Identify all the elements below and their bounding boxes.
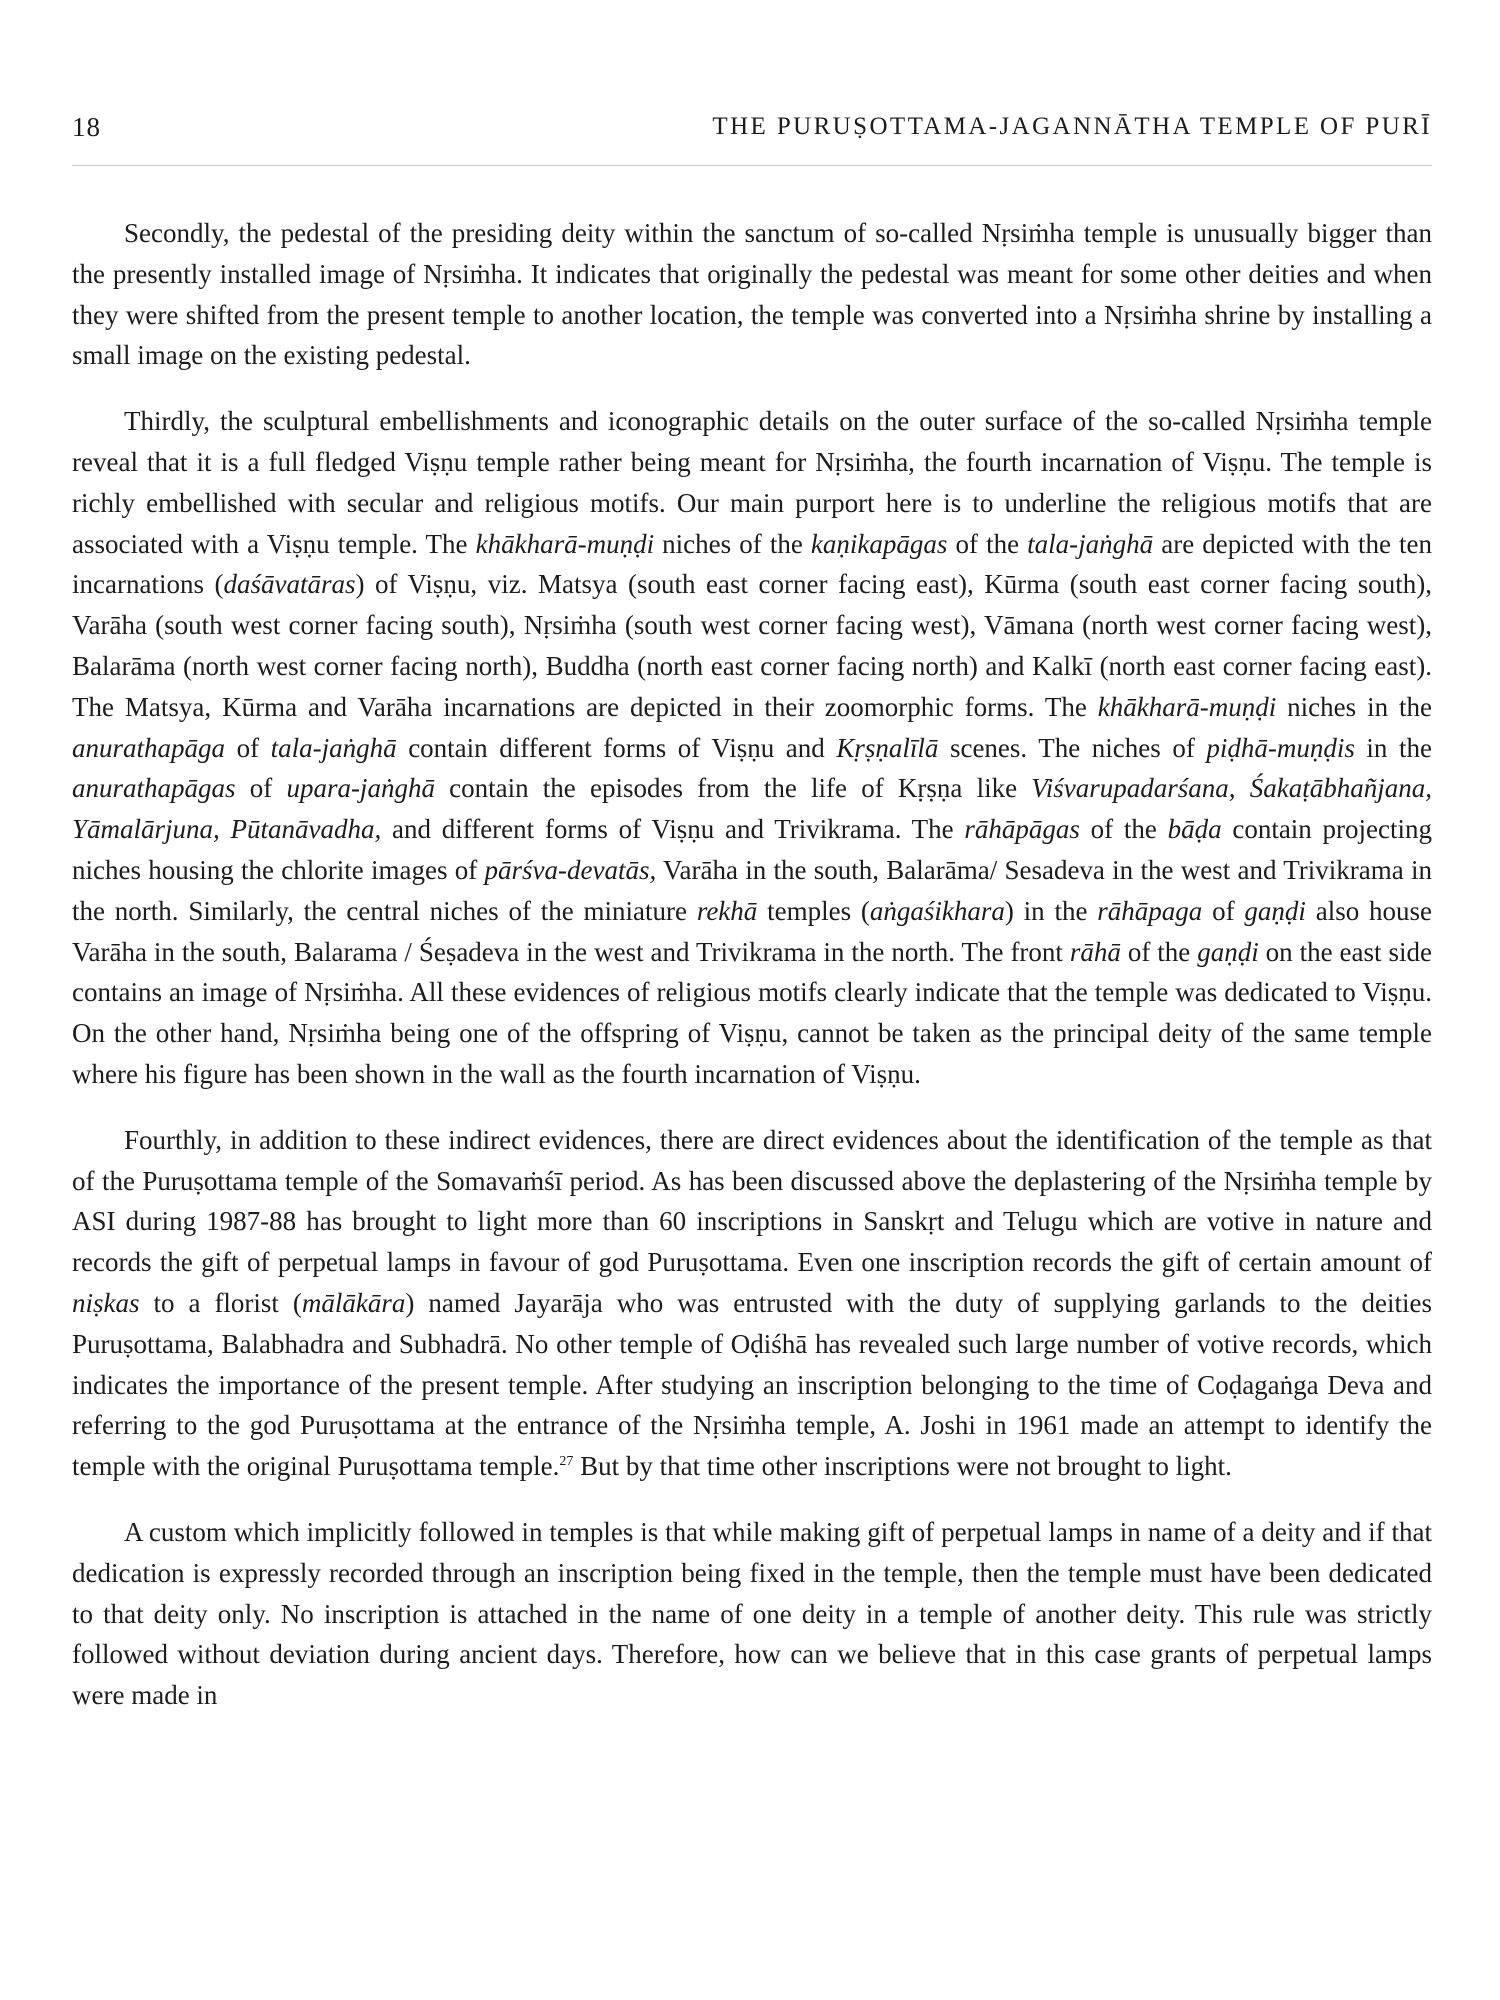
text-run: are depicted with the ten incarnations ( bbox=[72, 528, 1433, 600]
text-run: of bbox=[225, 732, 271, 763]
paragraph-secondly bbox=[72, 213, 1432, 376]
text-run: contain different forms of Viṣṇu and bbox=[396, 732, 837, 763]
text-run: niches in the bbox=[1276, 691, 1433, 722]
text-run: of the bbox=[1120, 936, 1198, 967]
text-run: contain the episodes from the life of Kṛṣṇa like bbox=[434, 773, 1032, 804]
italic-term: niṣkas bbox=[72, 1287, 140, 1318]
italic-term: daśāvatāras bbox=[223, 569, 356, 600]
text-run: A custom which implicitly followed in temples is that while making gift of perpetual lamps in name of a deity and if that dedication is expressly recorded through an inscription being fixed in the temple, then the temple must have been dedicated to that deity only. No inscription is attached in the name of one deity in a temple of another deity. This rule was strictly followed without deviation during ancient days. Therefore, how can we believe that in this case grants of perpetual lamps were made in bbox=[72, 1516, 1432, 1711]
text-run: Thirdly, the sculptural embellishments and iconographic details on the outer surface of the so-called Nṛsiṁha temple reveal that it is a full fledged Viṣṇu temple rather being meant for Nṛsiṁha, the fourth incarnation of Viṣṇu. The temple is richly embellished with secular and religious motifs. Our main purport here is to underline the religious motifs that are associated with a Viṣṇu temple. The bbox=[72, 406, 1432, 559]
text-run: Fourthly, in addition to these indirect evidences, there are direct evidences about the identification of the temple as that of the Puruṣottama temple of the Somavaṁśī period. As has been discussed above the deplastering of the Nṛsiṁha temple by ASI during 1987-88 has brought to light more than 60 inscriptions in Sanskṛt and Telugu which are votive in nature and records the gift of perpetual lamps in favour of god Puruṣottama. Even one inscription records the gift of certain amount of bbox=[72, 1124, 1432, 1278]
italic-term: anurathapāga bbox=[72, 732, 226, 763]
footnote-ref: 27 bbox=[559, 1454, 574, 1470]
italic-term: gaṇḍi bbox=[1197, 936, 1259, 967]
text-run: ) of Viṣṇu, viz. Matsya (south east corner facing east), Kūrma (south east corner facing south), Varāha (south west corner facing south), Nṛsiṁha (south west corner facing west), Vāmana (north west corner facing west), Balarāma (north west corner facing north), Buddha (north east corner facing north) and Kalkī (north east corner facing east). The Matsya, Kūrma and Varāha incarnations are depicted in their zoomorphic forms. The bbox=[72, 569, 1432, 722]
header-rule bbox=[72, 165, 1432, 166]
text-run: and different forms of Viṣṇu and Trivikrama. The bbox=[381, 814, 965, 845]
text-run: of bbox=[1202, 895, 1245, 926]
text-run: But by that time other inscriptions were not brought to light. bbox=[573, 1451, 1232, 1482]
text-run: of bbox=[235, 773, 287, 804]
text-run: scenes. The niches of bbox=[938, 732, 1207, 763]
body-text bbox=[72, 213, 1432, 1741]
text-run: ) named Jayarāja who was entrusted with the duty of supplying garlands to the deities Puruṣottama, Balabhadra and Subhadrā. No other temple of Oḍiśhā has revealed such large number of votive records, which indicates the importance of the present temple. After studying an inscription belonging to the time of Coḍagaṅga Deva and referring to the god Puruṣottama at the entrance of the Nṛsiṁha temple, A. Joshi in 1961 made an attempt to identify the temple with the original Puruṣottama temple. bbox=[72, 1287, 1432, 1482]
italic-term: mālākāra bbox=[301, 1287, 406, 1318]
paragraph-thirdly bbox=[72, 401, 1432, 1095]
italic-term: khākharā-muṇḍi bbox=[1097, 691, 1277, 722]
text-run: contain projecting niches housing the chlorite images of bbox=[72, 814, 1433, 885]
italic-term: khākharā-muṇḍi bbox=[475, 528, 655, 559]
italic-term: gaṇḍi bbox=[1244, 895, 1306, 926]
text-run: on the east side contains an image of Nṛsiṁha. All these evidences of religious motifs clearly indicate that the temple was dedicated to Viṣṇu. On the other hand, Nṛsiṁha being one of the offspring of Viṣṇu, cannot be taken as the principal deity of the same temple where his figure has been shown in the wall as the fourth incarnation of Viṣṇu. bbox=[72, 936, 1432, 1089]
italic-term: upara-jaṅghā bbox=[286, 773, 435, 804]
italic-term: bāḍa bbox=[1167, 814, 1222, 845]
italic-term: rāhāpāgas bbox=[964, 814, 1080, 845]
text-run: Secondly, the pedestal of the presiding deity within the sanctum of so-called Nṛsiṁha temple is unusually bigger than the presently installed image of Nṛsiṁha. It indicates that originally the pedestal was meant for some other deities and when they were shifted from the present temple to another location, the temple was converted into a Nṛsiṁha shrine by installing a small image on the existing pedestal. bbox=[72, 218, 1432, 371]
italic-term: Viśvarupadarśana, Śakaṭābhañjana, Yāmalārjuna, Pūtanāvadha, bbox=[72, 773, 1432, 845]
text-run: niches of the bbox=[654, 528, 811, 559]
text-run: in the bbox=[1354, 732, 1432, 763]
running-title: THE PURUṢOTTAMA-JAGANNĀTHA TEMPLE OF PURĪ bbox=[712, 113, 1432, 140]
paragraph-fourthly bbox=[72, 1120, 1432, 1487]
text-run: temples ( bbox=[757, 895, 870, 926]
text-run: also house Varāha in the south, Balarama / Śeṣadeva in the west and Trivikrama in the north. The front bbox=[72, 895, 1432, 967]
page-number: 18 bbox=[72, 112, 101, 142]
italic-term: rāhā bbox=[1069, 936, 1121, 967]
italic-term: anurathapāgas bbox=[72, 773, 236, 804]
italic-term: pārśva-devatās, bbox=[484, 854, 657, 885]
text-run: of the bbox=[1079, 814, 1168, 845]
italic-term: Kṛṣṇalīlā bbox=[836, 732, 939, 763]
text-run: to a florist ( bbox=[139, 1287, 302, 1318]
text-run: ) in the bbox=[1004, 895, 1098, 926]
italic-term: tala-jaṅghā bbox=[1027, 528, 1154, 559]
italic-term: tala-jaṅghā bbox=[270, 732, 397, 763]
italic-term: rāhāpaga bbox=[1097, 895, 1203, 926]
text-run: of the bbox=[947, 528, 1028, 559]
italic-term: piḍhā-muṇḍis bbox=[1206, 732, 1355, 763]
running-head bbox=[72, 112, 1432, 152]
italic-term: aṅgaśikhara bbox=[869, 895, 1005, 926]
italic-term: kaṇikapāgas bbox=[810, 528, 948, 559]
italic-term: rekhā bbox=[696, 895, 758, 926]
text-run: Varāha in the south, Balarāma/ Sesadeva in the west and Trivikrama in the north. Similarly, the central niches of the miniature bbox=[72, 854, 1432, 926]
paragraph-custom bbox=[72, 1512, 1432, 1716]
